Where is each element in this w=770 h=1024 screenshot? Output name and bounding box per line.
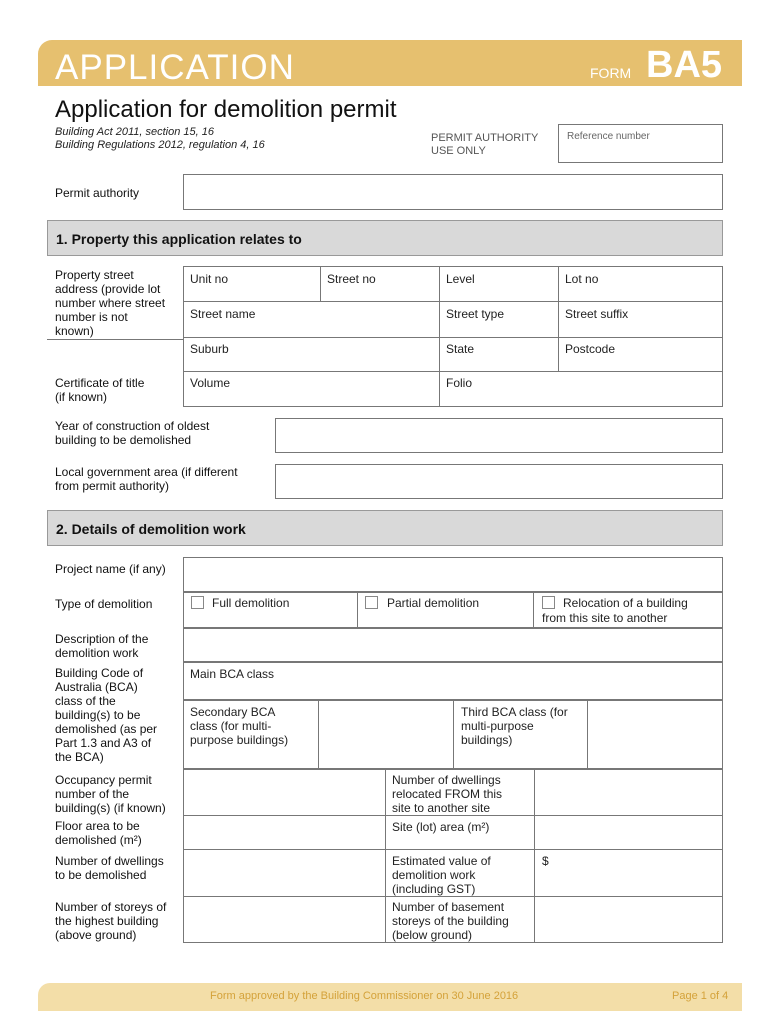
street-no-field[interactable] bbox=[321, 267, 439, 301]
est-label-line: demolition work bbox=[392, 868, 476, 882]
property-label-line: address (provide lot bbox=[55, 282, 161, 296]
street-suffix-label: Street suffix bbox=[565, 307, 629, 321]
year-of-construction-label bbox=[55, 419, 209, 447]
year-of-construction-input[interactable] bbox=[275, 418, 723, 453]
relocation-label-line2: from this site to another bbox=[542, 611, 668, 625]
reference-number-label: Reference number bbox=[567, 131, 650, 142]
permit-authority-use-label bbox=[431, 132, 538, 158]
level-field[interactable] bbox=[440, 267, 558, 301]
third-label-line: Third BCA class (for bbox=[461, 705, 568, 719]
project-name-label: Project name (if any) bbox=[55, 562, 166, 576]
street-type-field[interactable] bbox=[440, 302, 558, 337]
desc-label-line: Description of the bbox=[55, 632, 149, 646]
dwellings-relocated-label bbox=[392, 773, 502, 815]
property-label-line: number is not bbox=[55, 310, 128, 324]
form-approval-note: Form approved by the Building Commissioner on 30 June 2016 bbox=[210, 990, 519, 1002]
reloc-label-line: Number of dwellings bbox=[392, 773, 501, 787]
secondary-bca-label bbox=[190, 705, 288, 747]
currency-symbol: $ bbox=[542, 854, 549, 868]
third-label-line: buildings) bbox=[461, 733, 513, 747]
street-suffix-field[interactable] bbox=[559, 302, 722, 337]
basement-storeys-input[interactable] bbox=[535, 897, 722, 942]
relocation-checkbox[interactable] bbox=[542, 596, 555, 609]
full-demolition-label: Full demolition bbox=[212, 596, 290, 610]
description-input[interactable] bbox=[183, 628, 723, 662]
unit-no-field[interactable] bbox=[184, 267, 320, 301]
lga-input[interactable] bbox=[275, 464, 723, 499]
divider bbox=[47, 339, 183, 340]
floor-label-line: demolished (m²) bbox=[55, 833, 142, 847]
street-name-field[interactable] bbox=[184, 302, 439, 337]
basement-label-line: Number of basement bbox=[392, 900, 505, 914]
bca-label-line: demolished (as per bbox=[55, 722, 158, 736]
year-label-line: building to be demolished bbox=[55, 433, 192, 447]
occ-label-line: number of the bbox=[55, 787, 130, 801]
unit-no-label: Unit no bbox=[190, 272, 229, 286]
bca-label-line: building(s) to be bbox=[55, 708, 141, 722]
banner-title: APPLICATION bbox=[55, 48, 295, 87]
page-number: Page 1 of 4 bbox=[672, 990, 729, 1002]
divider bbox=[385, 769, 386, 943]
property-label-line: Property street bbox=[55, 268, 134, 282]
storeys-label bbox=[55, 900, 166, 942]
certificate-of-title-label bbox=[55, 376, 144, 404]
third-bca-label bbox=[461, 705, 568, 747]
desc-label-line: demolition work bbox=[55, 646, 139, 660]
section-2-header: 2. Details of demolition work bbox=[47, 510, 723, 546]
section-1-header: 1. Property this application relates to bbox=[47, 220, 723, 256]
est-label-line: (including GST) bbox=[392, 882, 476, 896]
permit-authority-use-line1: PERMIT AUTHORITY bbox=[431, 132, 539, 144]
folio-label: Folio bbox=[446, 376, 473, 390]
relocation-label-line1: Relocation of a building bbox=[563, 596, 688, 610]
lga-label-line: Local government area (if different bbox=[55, 465, 238, 479]
divider bbox=[533, 592, 534, 628]
floor-label-line: Floor area to be bbox=[55, 819, 140, 833]
storeys-input[interactable] bbox=[184, 897, 385, 942]
year-label-line: Year of construction of oldest bbox=[55, 419, 210, 433]
dwellings-demolished-label bbox=[55, 854, 164, 882]
permit-authority-use-line2: USE ONLY bbox=[431, 145, 486, 157]
occupancy-permit-label bbox=[55, 773, 166, 815]
bca-label-line: the BCA) bbox=[55, 750, 104, 764]
form-code: BA5 bbox=[646, 44, 723, 86]
main-bca-class-label: Main BCA class bbox=[190, 667, 275, 681]
lot-no-field[interactable] bbox=[559, 267, 722, 301]
property-label-line: number where street bbox=[55, 296, 166, 310]
state-field[interactable] bbox=[440, 338, 558, 371]
secondary-label-line: Secondary BCA bbox=[190, 705, 276, 719]
postcode-label: Postcode bbox=[565, 342, 616, 356]
reloc-label-line: relocated FROM this bbox=[392, 787, 503, 801]
bca-label-line: Building Code of bbox=[55, 666, 144, 680]
secondary-label-line: class (for multi- bbox=[190, 719, 272, 733]
reloc-label-line: site to another site bbox=[392, 801, 491, 815]
storeys-label-line: Number of storeys of bbox=[55, 900, 167, 914]
full-demolition-checkbox[interactable] bbox=[191, 596, 204, 609]
suburb-field[interactable] bbox=[184, 338, 439, 371]
property-address-label bbox=[55, 268, 165, 338]
bca-label-line: class of the bbox=[55, 694, 116, 708]
partial-demolition-label: Partial demolition bbox=[387, 596, 480, 610]
estimated-value-input[interactable] bbox=[535, 850, 722, 896]
divider bbox=[453, 700, 454, 769]
secondary-label-line: purpose buildings) bbox=[190, 733, 289, 747]
estimated-value-label bbox=[392, 854, 491, 896]
folio-field[interactable] bbox=[440, 372, 722, 406]
est-label-line: Estimated value of bbox=[392, 854, 491, 868]
form-label: FORM bbox=[590, 65, 632, 81]
volume-label: Volume bbox=[190, 376, 231, 390]
act-reference: Building Act 2011, section 15, 16 bbox=[55, 126, 214, 138]
type-of-demolition-label: Type of demolition bbox=[55, 597, 153, 611]
street-no-label: Street no bbox=[327, 272, 376, 286]
reference-number-field[interactable] bbox=[558, 124, 723, 163]
basement-storeys-label bbox=[392, 900, 509, 942]
postcode-field[interactable] bbox=[559, 338, 722, 371]
floor-area-label bbox=[55, 819, 142, 847]
volume-field[interactable] bbox=[184, 372, 439, 406]
permit-authority-label: Permit authority bbox=[55, 186, 140, 200]
street-name-label: Street name bbox=[190, 307, 256, 321]
description-label bbox=[55, 632, 148, 660]
bca-label-line: Australia (BCA) bbox=[55, 680, 138, 694]
demo-label-line: Number of dwellings bbox=[55, 854, 164, 868]
suburb-label: Suburb bbox=[190, 342, 229, 356]
third-bca-input[interactable] bbox=[588, 701, 722, 768]
page-title: Application for demolition permit bbox=[55, 96, 397, 123]
occ-label-line: Occupancy permit bbox=[55, 773, 152, 787]
state-label: State bbox=[446, 342, 475, 356]
cert-label-line: Certificate of title bbox=[55, 376, 145, 390]
partial-demolition-checkbox[interactable] bbox=[365, 596, 378, 609]
dwellings-relocated-input[interactable] bbox=[535, 770, 722, 815]
project-name-input[interactable] bbox=[183, 557, 723, 592]
dwellings-demolished-input[interactable] bbox=[184, 850, 385, 896]
storeys-label-line: the highest building bbox=[55, 914, 159, 928]
third-label-line: multi-purpose bbox=[461, 719, 534, 733]
occ-label-line: building(s) (if known) bbox=[55, 801, 166, 815]
secondary-bca-input[interactable] bbox=[319, 701, 453, 768]
cert-label-line: (if known) bbox=[55, 390, 108, 404]
divider bbox=[357, 592, 358, 628]
floor-area-input[interactable] bbox=[184, 816, 385, 849]
main-bca-class-field[interactable] bbox=[183, 662, 723, 700]
lot-no-label: Lot no bbox=[565, 272, 599, 286]
basement-label-line: storeys of the building bbox=[392, 914, 509, 928]
bca-class-label bbox=[55, 666, 157, 764]
level-label: Level bbox=[446, 272, 475, 286]
street-type-label: Street type bbox=[446, 307, 505, 321]
property-label-line: known) bbox=[55, 324, 94, 338]
demo-label-line: to be demolished bbox=[55, 868, 147, 882]
regulation-reference: Building Regulations 2012, regulation 4, 16 bbox=[55, 139, 265, 151]
lga-label-line: from permit authority) bbox=[55, 479, 170, 493]
storeys-label-line: (above ground) bbox=[55, 928, 137, 942]
basement-label-line: (below ground) bbox=[392, 928, 473, 942]
site-area-input[interactable] bbox=[535, 816, 722, 849]
bca-label-line: Part 1.3 and A3 of bbox=[55, 736, 152, 750]
lga-label bbox=[55, 465, 238, 493]
permit-authority-input[interactable] bbox=[183, 174, 723, 210]
site-area-label: Site (lot) area (m²) bbox=[392, 820, 490, 834]
occupancy-permit-input[interactable] bbox=[184, 770, 385, 815]
